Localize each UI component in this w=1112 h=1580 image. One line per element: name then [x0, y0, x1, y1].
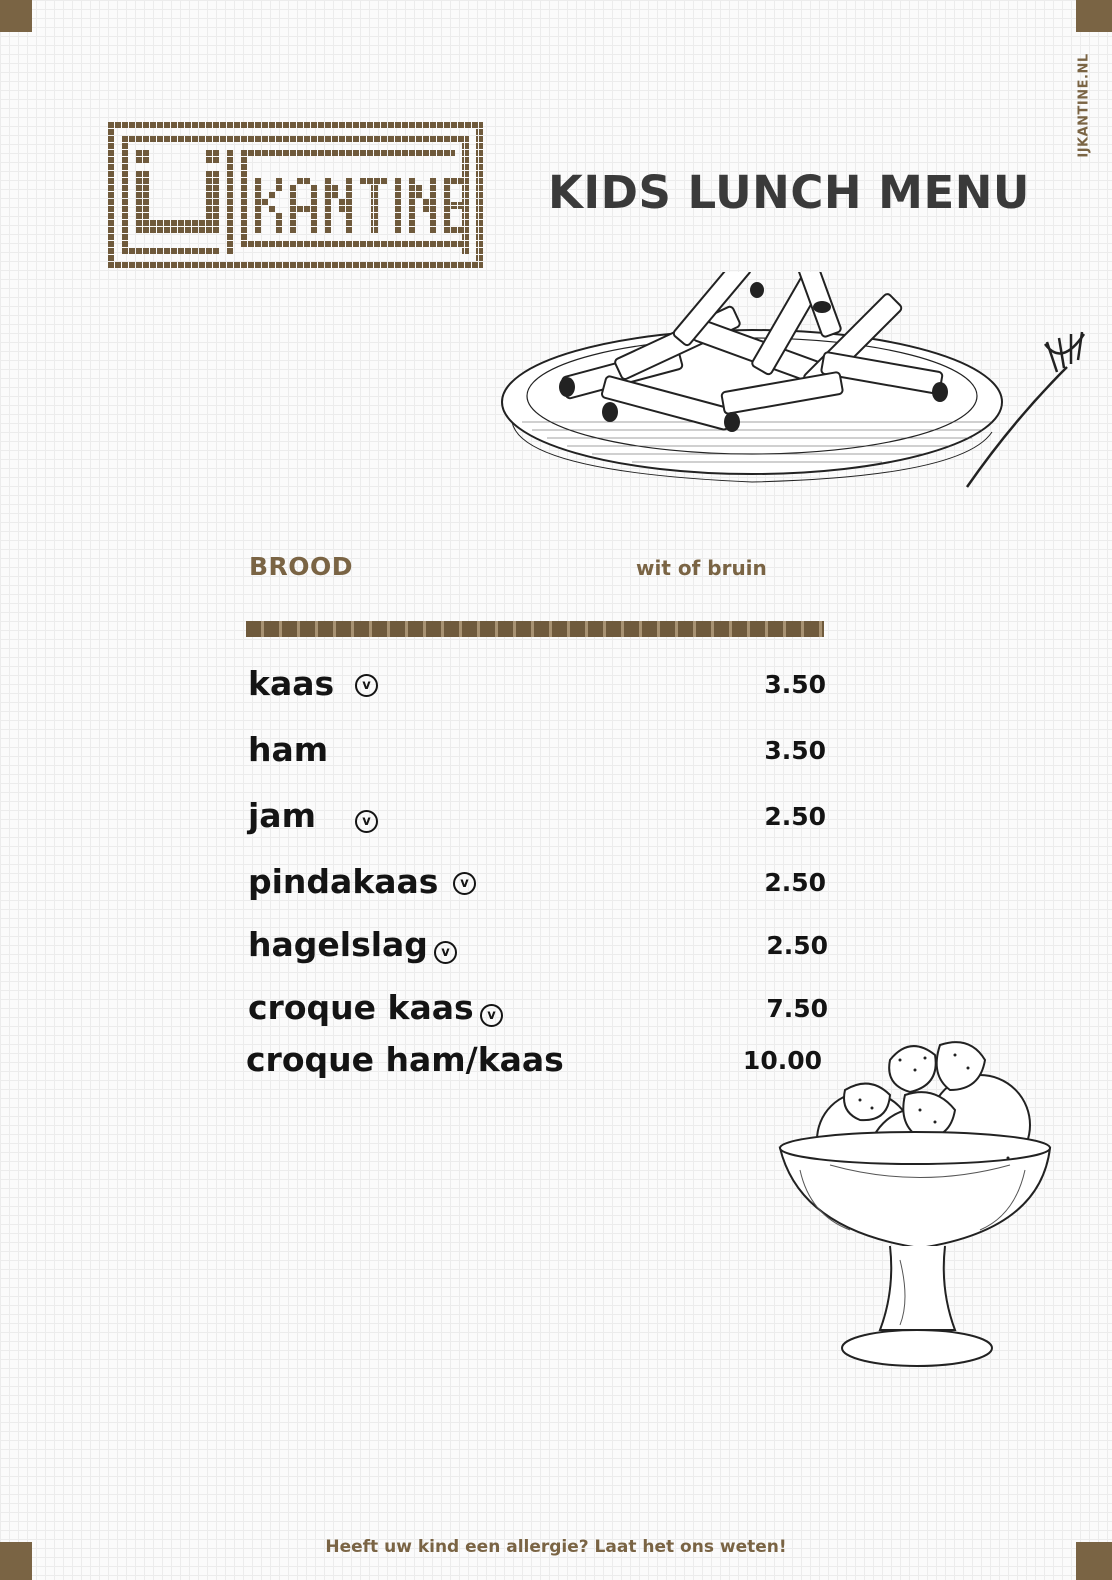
- website-url: IJKANTINE.NL: [1076, 53, 1092, 158]
- item-name: ham: [248, 730, 329, 769]
- menu-item: [248, 862, 826, 908]
- item-price: 3.50: [764, 736, 826, 765]
- vegetarian-icon: v: [434, 941, 457, 964]
- allergy-note: Heeft uw kind een allergie? Laat het ons weten!: [325, 1537, 787, 1557]
- item-price: 10.00: [742, 1046, 822, 1075]
- vegetarian-icon: v: [480, 1004, 503, 1027]
- item-name: pindakaas: [248, 862, 439, 901]
- section-title: BROOD: [249, 552, 354, 581]
- item-price: 2.50: [764, 802, 826, 831]
- item-price: 3.50: [764, 670, 826, 699]
- item-name: hagelslag: [248, 925, 428, 964]
- ice-cream-sundae-illustration: [770, 1030, 1060, 1390]
- menu-item: [248, 925, 826, 971]
- menu-item: [248, 796, 826, 842]
- item-price: 2.50: [764, 868, 826, 897]
- item-name: kaas: [248, 664, 335, 703]
- menu-item: [246, 1040, 824, 1086]
- vegetarian-icon: v: [355, 674, 378, 697]
- vegetarian-icon: v: [453, 872, 476, 895]
- item-name: croque ham/kaas: [246, 1040, 564, 1079]
- item-name: croque kaas: [248, 988, 474, 1027]
- divider-bar: [246, 621, 824, 637]
- menu-item: [248, 730, 826, 776]
- pasta-plate-illustration: [492, 272, 1098, 517]
- corner-block: [1076, 0, 1112, 32]
- section-subtitle: wit of bruin: [636, 556, 767, 580]
- menu-item: [248, 664, 826, 710]
- vegetarian-icon: v: [355, 810, 378, 833]
- menu-item: [248, 988, 826, 1034]
- item-name: jam: [248, 796, 316, 835]
- item-price: 2.50: [766, 931, 828, 960]
- ijkantine-logo-icon: [108, 122, 483, 268]
- corner-block: [0, 0, 32, 32]
- item-price: 7.50: [766, 994, 828, 1023]
- menu-title: KIDS LUNCH MENU: [548, 166, 1030, 219]
